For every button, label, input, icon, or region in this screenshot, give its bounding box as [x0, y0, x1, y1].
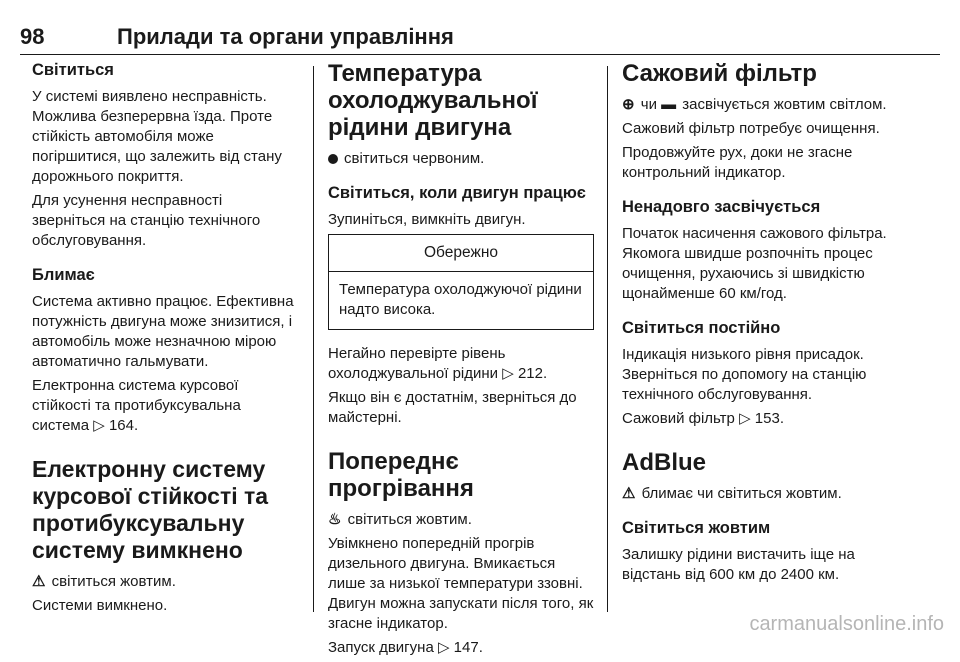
heading-soot-filter: Сажовий фільтр — [622, 60, 817, 87]
page-reference[interactable]: 164. — [108, 417, 139, 434]
paragraph: Увімкнено попередній прогрів дизельного двигуна. Вмикається лише за низької температури ззовні. Двигун можна запускати після того, як згасне індикатор. — [328, 535, 594, 632]
paragraph: Системи вимкнено. — [32, 597, 168, 614]
watermark: carmanualsonline.info — [749, 613, 944, 635]
reference-arrow-icon: ▷ — [93, 417, 105, 434]
soot-filter-alt-icon: ▬ — [661, 96, 677, 113]
page-reference[interactable]: 153. — [754, 410, 784, 427]
paragraph: ♨ світиться жовтим. — [328, 511, 472, 528]
heading-esc-off: Електронну систему курсової стійкості та протибуксувальну систему вимкнено — [32, 456, 269, 563]
paragraph: У системі виявлено несправність. Можлива безперервна їзда. Проте стійкість автомобіля може погіршитися, що залежить від стану дорожнього покриття. — [32, 88, 282, 185]
heading-svitytsia: Світиться — [32, 61, 114, 79]
esc-off-icon: ⚠ — [32, 573, 46, 590]
paragraph: світиться червоним. — [328, 149, 594, 169]
paragraph: Негайно перевірте рівень охолоджувальної рідини ▷ 212. — [328, 345, 548, 382]
paragraph: Залишку рідини вистачить іще на відстань від 600 км до 2400 км. — [622, 546, 855, 583]
page-header — [20, 24, 940, 55]
paragraph: ⚠ блимає чи світиться жовтим. — [622, 485, 842, 502]
column-divider — [313, 66, 314, 612]
paragraph: Для усунення несправності зверніться на станцію технічного обслуговування. — [32, 192, 261, 249]
paragraph: Продовжуйте рух, доки не згасне контрольний індикатор. — [622, 144, 853, 181]
paragraph: Електронна система курсової стійкості та протибуксувальна система ▷ 164. — [32, 377, 241, 434]
preheat-icon: ♨ — [328, 511, 342, 528]
paragraph: Запуск двигуна ▷ 147. — [328, 639, 483, 656]
page-reference[interactable]: 147. — [453, 639, 483, 656]
warning-box — [328, 234, 594, 330]
column-3 — [622, 60, 892, 589]
heading-constantly-lit: Світиться постійно — [622, 319, 781, 337]
paragraph: Сажовий фільтр потребує очищення. — [622, 120, 880, 137]
reference-arrow-icon: ▷ — [502, 365, 514, 382]
page-reference[interactable]: 212. — [517, 365, 548, 382]
adblue-icon: ⚠ — [622, 485, 636, 502]
page-title: Прилади та органи управління — [117, 24, 454, 49]
column-divider — [607, 66, 608, 612]
paragraph: Якщо він є достатнім, зверніться до майстерні. — [328, 389, 577, 426]
heading-blymaie: Блимає — [32, 266, 95, 284]
paragraph: Початок насичення сажового фільтра. Якомога швидше розпочніть процес очищення, рухаючись зі швидкістю щонайменше 60 км/год. — [622, 225, 887, 302]
paragraph: ⚠ світиться жовтим. — [32, 573, 176, 590]
column-2 — [328, 60, 594, 662]
heading-adblue: AdBlue — [622, 449, 706, 476]
paragraph: Зупиніться, вимкніть двигун. — [328, 211, 526, 228]
paragraph: Сажовий фільтр ▷ 153. — [622, 410, 784, 427]
warning-title: Обережно — [329, 235, 593, 272]
page-number: 98 — [20, 24, 45, 49]
reference-arrow-icon: ▷ — [437, 639, 450, 656]
red-indicator-icon — [328, 154, 338, 164]
column-1 — [32, 60, 298, 620]
heading-briefly-lit: Ненадовго засвічується — [622, 198, 821, 216]
reference-arrow-icon: ▷ — [739, 410, 751, 427]
heading-engine-running: Світиться, коли двигун працює — [328, 184, 586, 202]
paragraph: ⊕ чи ▬ засвічується жовтим світлом. — [622, 96, 887, 113]
soot-filter-icon: ⊕ — [622, 96, 635, 113]
paragraph: Система активно працює. Ефективна потужність двигуна може знизитися, і автомобіль може незначною мірою автоматично гальмувати. — [32, 293, 294, 370]
heading-preheat: Попереднє прогрівання — [328, 448, 474, 502]
paragraph: Індикація низького рівня присадок. Зверніться по допомогу на станцію технічного обслуговування. — [622, 346, 867, 403]
heading-coolant-temp: Температура охолоджувальної рідини двигуна — [328, 60, 538, 141]
heading-lit-yellow: Світиться жовтим — [622, 519, 771, 537]
warning-text: Температура охолоджуючої рідини надто висока. — [339, 281, 582, 318]
